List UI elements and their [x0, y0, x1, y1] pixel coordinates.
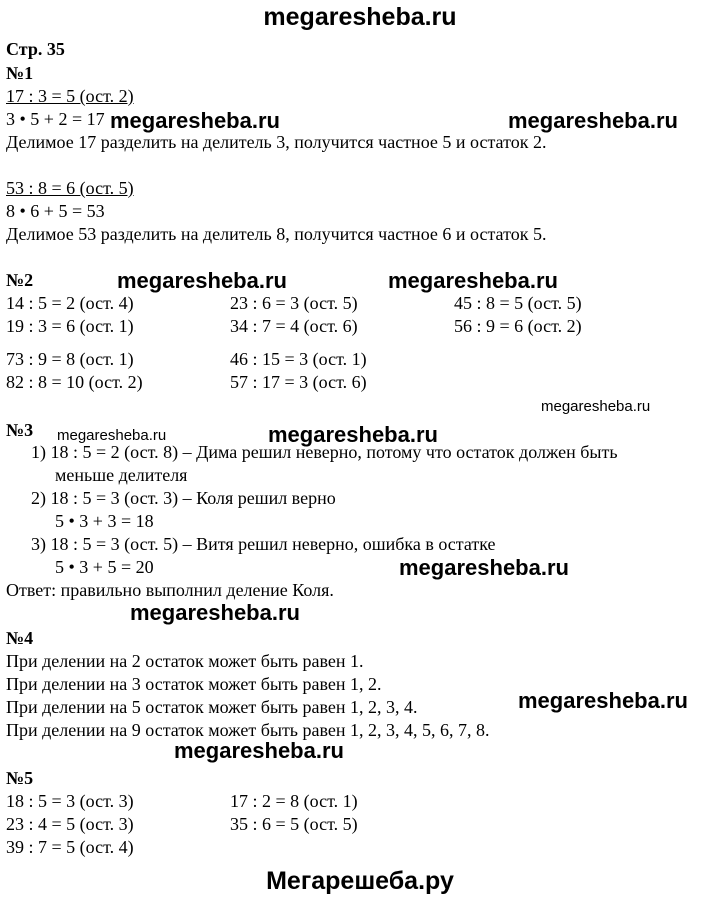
- task4-line4: При делении на 9 остаток может быть равен 1, 2, 3, 4, 5, 6, 7, 8.: [6, 720, 490, 740]
- task3-item1-cont: меньше делителя: [55, 465, 188, 485]
- task3-answer: Ответ: правильно выполнил деление Коля.: [6, 580, 334, 600]
- task1-line3: Делимое 17 разделить на делитель 3, получится частное 5 и остаток 2.: [6, 132, 547, 152]
- task4-line3: При делении на 5 остаток может быть равен 1, 2, 3, 4.: [6, 697, 418, 717]
- watermark: megaresheba.ru: [57, 427, 167, 444]
- task3-title: №3: [6, 420, 34, 440]
- task1-line2: 3 • 5 + 2 = 17: [6, 109, 105, 129]
- site-footer: Мегарешеба.ру: [266, 867, 454, 895]
- task4-line2: При делении на 3 остаток может быть равен 1, 2.: [6, 674, 382, 694]
- task2-title: №2: [6, 270, 34, 290]
- task5-col2-row2: 35 : 6 = 5 (ост. 5): [230, 814, 358, 834]
- watermark: megaresheba.ru: [117, 268, 287, 293]
- task5-col2-row1: 17 : 2 = 8 (ост. 1): [230, 791, 358, 811]
- task2-col1-row1: 14 : 5 = 2 (ост. 4): [6, 293, 134, 313]
- task1-line5: 8 • 6 + 5 = 53: [6, 201, 105, 221]
- watermark: megaresheba.ru: [268, 422, 438, 447]
- task2-col2-row2: 34 : 7 = 4 (ост. 6): [230, 316, 358, 336]
- watermark: megaresheba.ru: [174, 738, 344, 763]
- watermark: megaresheba.ru: [399, 555, 569, 580]
- task2-col1-row3: 73 : 9 = 8 (ост. 1): [6, 349, 134, 369]
- task1-title: №1: [6, 63, 34, 83]
- watermark: megaresheba.ru: [130, 600, 300, 625]
- task2-col3-row1: 45 : 8 = 5 (ост. 5): [454, 293, 582, 313]
- watermark: megaresheba.ru: [388, 268, 558, 293]
- task1-line4: 53 : 8 = 6 (ост. 5): [6, 178, 134, 198]
- watermark: megaresheba.ru: [541, 398, 651, 415]
- task3-item1: 1) 18 : 5 = 2 (ост. 8) – Дима решил неверно, потому что остаток должен быть: [31, 442, 618, 462]
- task5-col1-row1: 18 : 5 = 3 (ост. 3): [6, 791, 134, 811]
- task1-line1: 17 : 3 = 5 (ост. 2): [6, 86, 134, 106]
- task2-col1-row4: 82 : 8 = 10 (ост. 2): [6, 372, 143, 392]
- task2-col2-row1: 23 : 6 = 3 (ост. 5): [230, 293, 358, 313]
- task2-col3-row2: 56 : 9 = 6 (ост. 2): [454, 316, 582, 336]
- watermark: megaresheba.ru: [508, 108, 678, 133]
- task1-line6: Делимое 53 разделить на делитель 8, получится частное 6 и остаток 5.: [6, 224, 547, 244]
- task4-title: №4: [6, 628, 34, 648]
- task2-col1-row2: 19 : 3 = 6 (ост. 1): [6, 316, 134, 336]
- task4-line1: При делении на 2 остаток может быть равен 1.: [6, 651, 364, 671]
- task5-col1-row2: 23 : 4 = 5 (ост. 3): [6, 814, 134, 834]
- watermark: megaresheba.ru: [110, 108, 280, 133]
- watermark: megaresheba.ru: [518, 688, 688, 713]
- site-header: megaresheba.ru: [263, 3, 457, 31]
- task3-item3-check: 5 • 3 + 5 = 20: [55, 557, 154, 577]
- task5-col1-row3: 39 : 7 = 5 (ост. 4): [6, 837, 134, 857]
- task3-item2-check: 5 • 3 + 3 = 18: [55, 511, 154, 531]
- task3-item3: 3) 18 : 5 = 3 (ост. 5) – Витя решил неверно, ошибка в остатке: [31, 534, 496, 554]
- task3-item2: 2) 18 : 5 = 3 (ост. 3) – Коля решил верно: [31, 488, 336, 508]
- task5-title: №5: [6, 768, 34, 788]
- task2-col2-row4: 57 : 17 = 3 (ост. 6): [230, 372, 367, 392]
- task2-col2-row3: 46 : 15 = 3 (ост. 1): [230, 349, 367, 369]
- page-label: Стр. 35: [6, 39, 65, 59]
